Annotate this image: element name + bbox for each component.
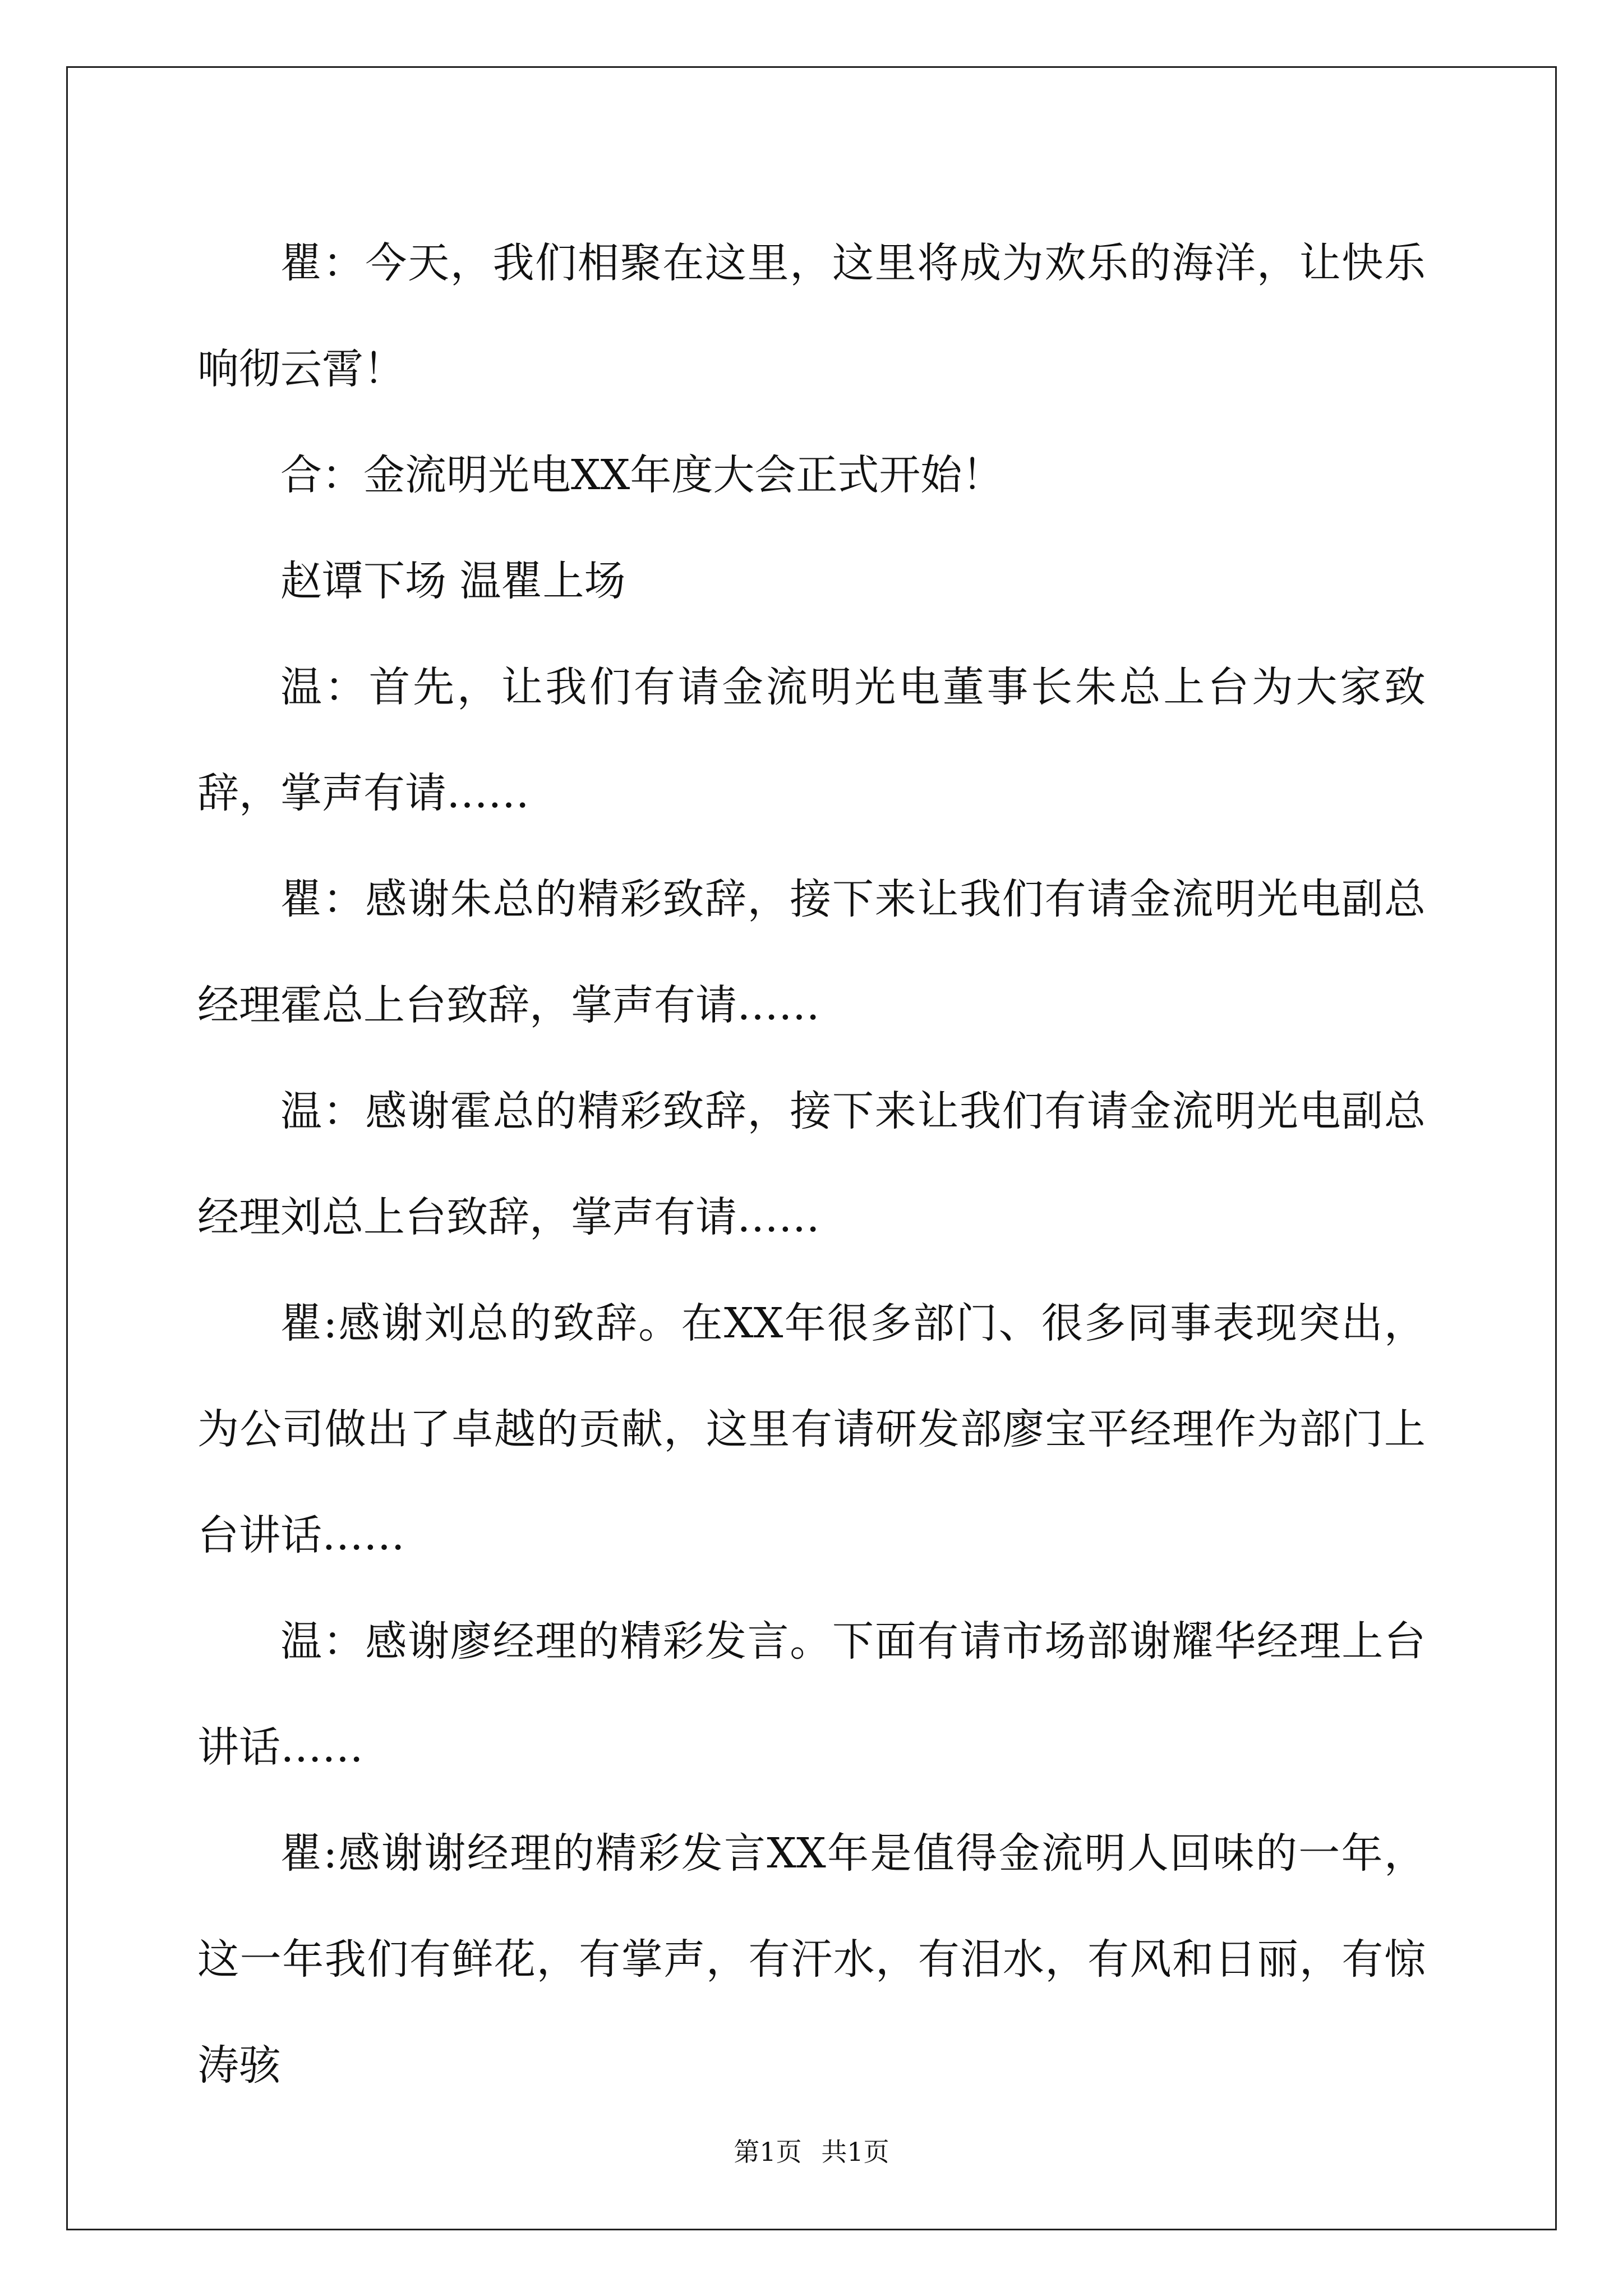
paragraph: 瞿：感谢朱总的精彩致辞，接下来让我们有请金流明光电副总经理霍总上台致辞，掌声有请……	[197, 875, 1426, 1029]
paragraph: 赵谭下场 温瞿上场	[280, 557, 626, 605]
paragraph: 温：感谢廖经理的精彩发言。下面有请市场部谢耀华经理上台讲话……	[197, 1617, 1426, 1772]
paragraph: 合：金流明光电XX年度大会正式开始！	[280, 451, 1004, 499]
paragraph: 瞿:感谢谢经理的精彩发言XX年是值得金流明人回味的一年，这一年我们有鲜花，有掌声，有汗水，有泪水，有风和日丽，有惊涛骇	[197, 1829, 1426, 2090]
paragraph: 温：感谢霍总的精彩致辞，接下来让我们有请金流明光电副总经理刘总上台致辞，掌声有请……	[197, 1087, 1426, 1241]
paragraph: 瞿：今天，我们相聚在这里，这里将成为欢乐的海洋，让快乐响彻云霄！	[197, 239, 1426, 393]
paragraph: 温：首先，让我们有请金流明光电董事长朱总上台为大家致辞，掌声有请……	[197, 663, 1426, 817]
document-body	[197, 210, 1426, 2119]
page-footer	[0, 2132, 1623, 2169]
paragraph: 瞿:感谢刘总的致辞。在XX年很多部门、很多同事表现突出，为公司做出了卓越的贡献，这里有请研发部廖宝平经理作为部门上台讲话……	[197, 1299, 1426, 1559]
page-number-current: 第1页	[734, 2137, 802, 2167]
page-number-total: 共1页	[821, 2137, 889, 2167]
